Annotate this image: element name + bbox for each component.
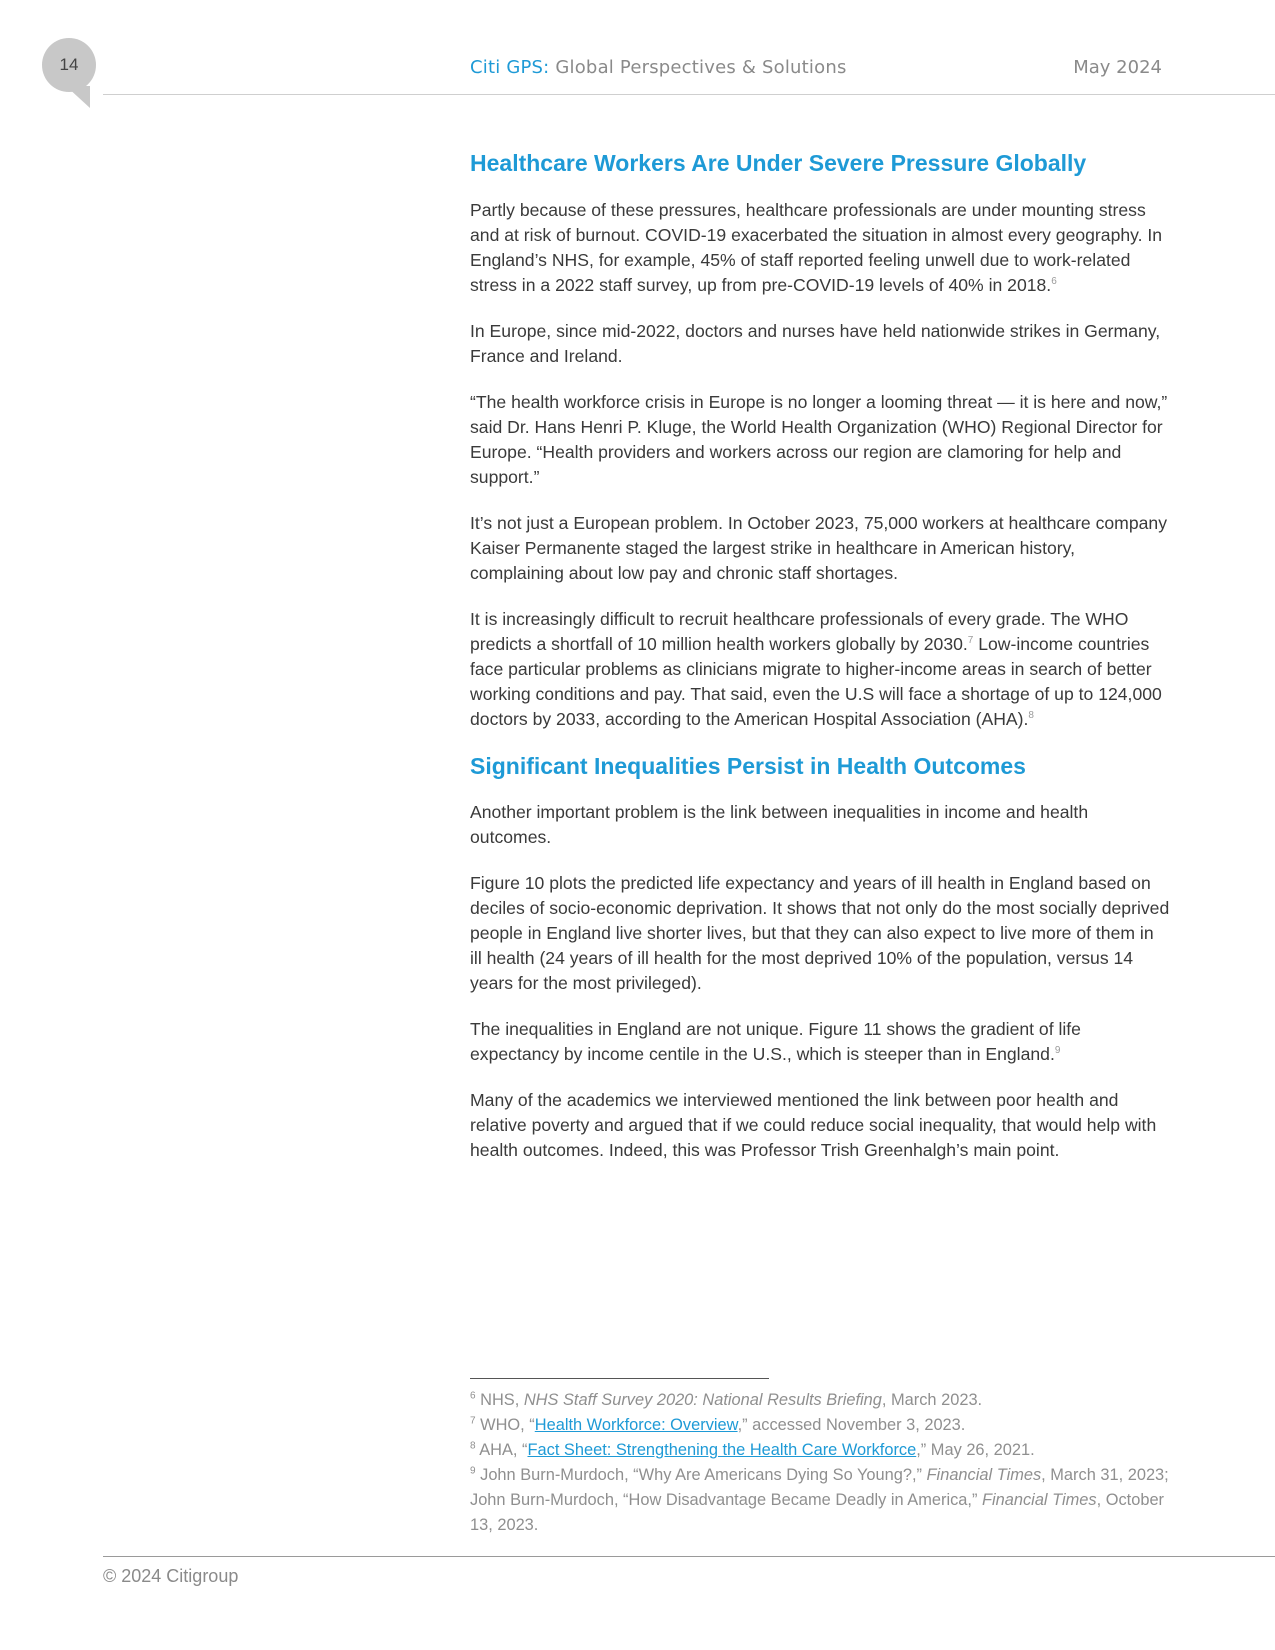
footnote-ref[interactable]: 8 bbox=[1028, 709, 1034, 721]
paragraph: “The health workforce crisis in Europe is no longer a looming threat — it is here and now,” said Dr. Hans Henri P. Kluge, the World Health Organization (WHO) Regional Director for Europe. “Health providers and workers across our region are clamoring for help and support.” bbox=[470, 391, 1168, 487]
footnote-publication: Financial Times bbox=[981, 1491, 1097, 1509]
footnote-text: AHA, “ bbox=[479, 1441, 528, 1459]
paragraph bbox=[470, 1017, 1170, 1067]
footnote-text: NHS, bbox=[480, 1391, 524, 1409]
paragraph-text: The inequalities in England are not unique. Figure 11 shows the gradient of life expectancy by income centile in the U.S., which is steeper than in England. bbox=[470, 1019, 1081, 1065]
footnote-number: 9 bbox=[470, 1465, 476, 1477]
copyright: © 2024 Citigroup bbox=[103, 1566, 239, 1586]
paragraph: Another important problem is the link between inequalities in income and health outcomes. bbox=[470, 802, 1089, 848]
footnote-7 bbox=[470, 1413, 1170, 1438]
header-brand bbox=[470, 57, 847, 78]
page-number: 14 bbox=[59, 55, 79, 74]
footnote-number: 8 bbox=[470, 1440, 476, 1452]
paragraph: Figure 10 plots the predicted life expectancy and years of ill health in England based on deciles of socio-economic deprivation. It shows that not only do the most socially deprived people in England live shorter lives, but that they can also expect to live more of them in ill health (24 years of ill health for the most deprived 10% of the population, versus 14 years for the most privileged). bbox=[470, 873, 1170, 994]
footnote-divider bbox=[470, 1378, 769, 1379]
section-heading-inequalities: Significant Inequalities Persist in Health Outcomes bbox=[470, 752, 1026, 779]
footnote-text: WHO, “ bbox=[480, 1416, 535, 1434]
main-content bbox=[470, 150, 1170, 1184]
footnote-text: ,” accessed November 3, 2023. bbox=[737, 1416, 966, 1434]
footnote-text: ,” May 26, 2021. bbox=[916, 1441, 1035, 1459]
footnote-6 bbox=[470, 1388, 1170, 1413]
footnote-text: , March 2023. bbox=[881, 1391, 983, 1409]
paragraph: Many of the academics we interviewed mentioned the link between poor health and relative poverty and argued that if we could reduce social inequality, that would help with health outcomes. Indeed, this was Professor Trish Greenhalgh’s main point. bbox=[470, 1090, 1157, 1161]
paragraph bbox=[470, 607, 1170, 732]
footnote-number: 7 bbox=[470, 1415, 476, 1427]
footnotes bbox=[470, 1388, 1170, 1538]
footnote-8 bbox=[470, 1438, 1170, 1463]
page-badge-tail bbox=[66, 86, 90, 108]
footnote-title: NHS Staff Survey 2020: National Results Briefing bbox=[523, 1391, 882, 1409]
paragraph-text: It is increasingly difficult to recruit healthcare professionals of every grade. The WHO predicts a shortfall of 10 million health workers globally by 2030. bbox=[470, 608, 1129, 654]
footnote-ref[interactable]: 7 bbox=[967, 634, 974, 646]
footnote-link-fact-sheet[interactable]: Fact Sheet: Strengthening the Health Care Workforce bbox=[527, 1441, 917, 1459]
paragraph: In Europe, since mid-2022, doctors and nurses have held nationwide strikes in Germany, France and Ireland. bbox=[470, 320, 1161, 366]
footnote-9 bbox=[470, 1463, 1170, 1538]
footnote-number: 6 bbox=[470, 1390, 476, 1402]
footnote-ref[interactable]: 9 bbox=[1054, 1045, 1061, 1057]
brand-name: Citi GPS: bbox=[470, 57, 550, 78]
header-divider bbox=[103, 94, 1275, 95]
paragraph: It’s not just a European problem. In October 2023, 75,000 workers at healthcare company Kaiser Permanente staged the largest strike in healthcare in American history, complaining about low pay and chronic staff shortages. bbox=[470, 512, 1167, 583]
footnote-link-health-workforce[interactable]: Health Workforce: Overview bbox=[534, 1416, 738, 1434]
paragraph bbox=[470, 198, 1170, 298]
section-heading-healthcare-workers: Healthcare Workers Are Under Severe Pressure Globally bbox=[470, 150, 1087, 176]
footnote-publication: Financial Times bbox=[926, 1466, 1042, 1484]
paragraph-text: Low-income countries face particular problems as clinicians migrate to higher-income areas in search of better working conditions and pay. That said, even the U.S will face a shortage of up to 124,000 doctors by 2033, according to the American Hospital Association (AHA). bbox=[470, 633, 1162, 729]
header-date: May 2024 bbox=[1073, 57, 1162, 78]
brand-subtitle: Global Perspectives & Solutions bbox=[555, 57, 847, 78]
paragraph-text: Partly because of these pressures, healthcare professionals are under mounting stress and at risk of burnout. COVID-19 exacerbated the situation in almost every geography. In England’s NHS, for example, 45% of staff reported feeling unwell due to work-related stress in a 2022 staff survey, up from pre-COVID-19 levels of 40% in 2018. bbox=[470, 199, 1163, 295]
page-number-badge bbox=[42, 38, 96, 92]
footnote-text: , March 31, 2023; John Burn-Murdoch, “How Disadvantage Became Deadly in America,” bbox=[470, 1466, 1169, 1509]
footer-divider bbox=[103, 1556, 1275, 1557]
footnote-ref[interactable]: 6 bbox=[1051, 275, 1057, 287]
footnote-text: , October 13, 2023. bbox=[470, 1491, 1165, 1534]
footnote-text: John Burn-Murdoch, “Why Are Americans Dying So Young?,” bbox=[480, 1466, 927, 1484]
